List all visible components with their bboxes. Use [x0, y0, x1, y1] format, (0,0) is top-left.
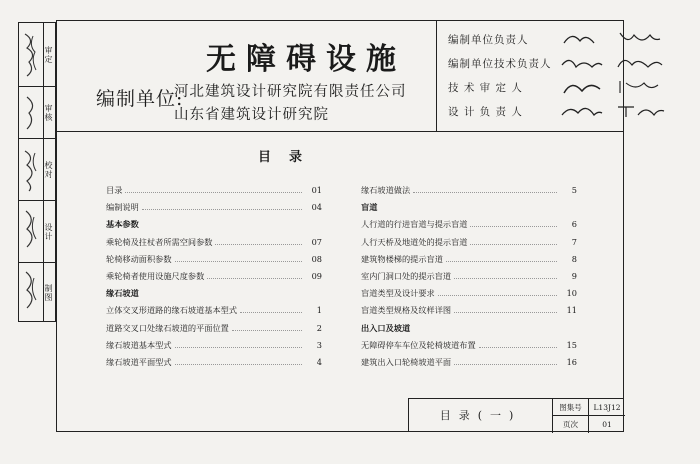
role-row [448, 56, 552, 80]
toc-section-heading [361, 320, 577, 337]
toc-entry-name: 轮椅移动面积参数 [106, 253, 172, 264]
toc-entry-name: 缘石坡道基本型式 [106, 339, 172, 350]
approval-strip [18, 22, 56, 322]
toc-entry [106, 302, 322, 319]
toc-entry-page: 8 [571, 253, 577, 264]
signature-icon [21, 268, 41, 318]
toc-entry [361, 354, 577, 371]
toc-section-heading [106, 285, 322, 302]
toc-entry-name: 盲道类型规格及纹样详图 [361, 305, 452, 316]
header-divider [436, 20, 437, 132]
toc-entry [361, 234, 577, 251]
toc-entry-page: 09 [311, 270, 322, 281]
toc-entry [361, 285, 577, 302]
compiler-unit-2: 山东省建筑设计研究院 [174, 107, 329, 123]
toc-leader-dots [454, 278, 557, 279]
role-label: 编制单位负责人 [448, 34, 529, 46]
toc-leader-dots [240, 312, 302, 313]
toc-entry-name: 基本参数 [106, 219, 139, 230]
strip-label: 制图 [44, 284, 53, 302]
toc-leader-dots [470, 226, 557, 227]
toc-entry-name: 室内门洞口处的提示盲道 [361, 270, 452, 281]
toc-leader-dots [175, 347, 302, 348]
toc-entry [361, 268, 577, 285]
signature-icon [558, 101, 668, 121]
toc-leader-dots [232, 330, 302, 331]
toc-entry-page: 3 [316, 339, 322, 350]
signature-icon [21, 93, 41, 133]
toc-section-heading [106, 216, 322, 233]
title-block [408, 398, 624, 432]
strip-cell-approve [19, 23, 55, 87]
role-row [448, 80, 552, 104]
toc-entry-page: 16 [566, 356, 577, 367]
role-label: 编制单位技术负责人 [448, 58, 552, 70]
strip-label: 审定 [44, 45, 53, 64]
role-row [448, 104, 552, 128]
toc-entry-name: 目录 [106, 185, 123, 195]
toc-section-heading [361, 199, 577, 216]
sheet-title: 目录(一) [409, 399, 553, 433]
role-row [448, 32, 552, 56]
signature-icon [558, 29, 668, 49]
toc-entry-page: 04 [311, 202, 322, 213]
toc-entry-name: 道路交叉口处缘石坡道的平面位置 [106, 322, 229, 333]
page-no-value: 01 [602, 420, 612, 429]
atlas-no-label: 图集号 [553, 399, 589, 416]
toc-leader-dots [175, 261, 302, 262]
signature-icon [558, 77, 668, 97]
toc-entry-page: 4 [316, 356, 322, 367]
toc-left-column [106, 182, 322, 371]
toc-entry [106, 320, 322, 337]
toc-leader-dots [175, 364, 302, 365]
toc-entry-name: 乘轮椅者使用设施尺度参数 [106, 270, 205, 281]
toc-leader-dots [125, 192, 302, 193]
toc-entry-name: 缘石坡道 [106, 288, 139, 299]
toc-entry-name: 乘轮椅及拄杖者所需空间参数 [106, 236, 213, 247]
toc-entry [361, 337, 577, 354]
atlas-no-value: L13J12 [589, 399, 625, 416]
toc-entry [106, 199, 322, 216]
toc-entry [106, 182, 322, 199]
toc-entry-page: 1 [316, 305, 322, 316]
toc-leader-dots [446, 261, 557, 262]
toc-entry-name: 建筑物楼梯的提示盲道 [361, 253, 443, 264]
toc-entry-page: 5 [571, 185, 577, 195]
toc-entry [106, 337, 322, 354]
toc-leader-dots [479, 347, 557, 348]
toc-title: 目录 [258, 150, 321, 165]
toc-entry-page: 6 [571, 219, 577, 230]
signature-icon [21, 145, 41, 195]
toc-entry-page: 01 [311, 185, 322, 195]
toc-entry [361, 216, 577, 233]
toc-entry-page: 10 [566, 288, 577, 299]
toc-entry-page: 11 [566, 305, 577, 316]
toc-entry-name: 盲道 [361, 202, 378, 213]
toc-entry-name: 立体交叉形道路的缘石坡道基本型式 [106, 305, 238, 316]
toc-entry-page: 2 [316, 322, 322, 333]
toc-entry-name: 出入口及坡道 [361, 322, 411, 333]
role-label: 技 术 审 定 人 [448, 82, 523, 94]
sheet-header [56, 20, 624, 132]
toc-entry-name: 编制说明 [106, 202, 139, 213]
toc-leader-dots [438, 295, 557, 296]
strip-cell-draw [19, 263, 55, 323]
toc-entry [361, 302, 577, 319]
atlas-title: 无障碍设施 [206, 42, 406, 77]
compiler-label: 编制单位: [96, 88, 184, 110]
role-label: 设 计 负 责 人 [448, 106, 523, 118]
toc-entry-name: 缘石坡道平面型式 [106, 356, 172, 367]
toc-entry [106, 268, 322, 285]
toc-entry [361, 182, 577, 199]
signature-icon [21, 207, 41, 257]
toc-entry-page: 08 [311, 253, 322, 264]
toc-entry [106, 234, 322, 251]
compiler-unit-1: 河北建筑设计研究院有限责任公司 [174, 84, 407, 100]
toc-entry [106, 354, 322, 371]
toc-entry [106, 251, 322, 268]
toc-leader-dots [142, 209, 302, 210]
toc-leader-dots [207, 278, 302, 279]
toc-leader-dots [454, 364, 557, 365]
toc-entry [361, 251, 577, 268]
toc-leader-dots [413, 192, 557, 193]
strip-label: 校对 [44, 160, 53, 179]
page-no-label: 页次 [553, 416, 589, 433]
toc-entry-name: 人行天桥及地道处的提示盲道 [361, 236, 468, 247]
toc-leader-dots [470, 244, 557, 245]
signature-icon [21, 30, 41, 80]
strip-label: 设计 [44, 222, 53, 241]
toc-entry-name: 人行道的行进盲道与提示盲道 [361, 219, 468, 230]
toc-leader-dots [454, 312, 557, 313]
responsibility-list [448, 32, 552, 128]
strip-cell-check [19, 139, 55, 201]
strip-cell-design [19, 201, 55, 263]
toc-entry-page: 15 [566, 339, 577, 350]
toc-entry-name: 建筑出入口轮椅坡道平面 [361, 356, 452, 367]
toc-entry-page: 07 [311, 236, 322, 247]
signature-icon [558, 53, 668, 73]
toc-entry-name: 无障碍停车车位及轮椅坡道布置 [361, 339, 476, 350]
strip-cell-review [19, 87, 55, 139]
toc-entry-name: 缘石坡道做法 [361, 185, 411, 195]
toc-entry-page: 9 [571, 270, 577, 281]
toc-entry-page: 7 [571, 236, 577, 247]
toc-entry-name: 盲道类型及设计要求 [361, 288, 435, 299]
toc-right-column [361, 182, 577, 371]
strip-label: 审核 [44, 103, 53, 122]
toc-leader-dots [215, 244, 302, 245]
